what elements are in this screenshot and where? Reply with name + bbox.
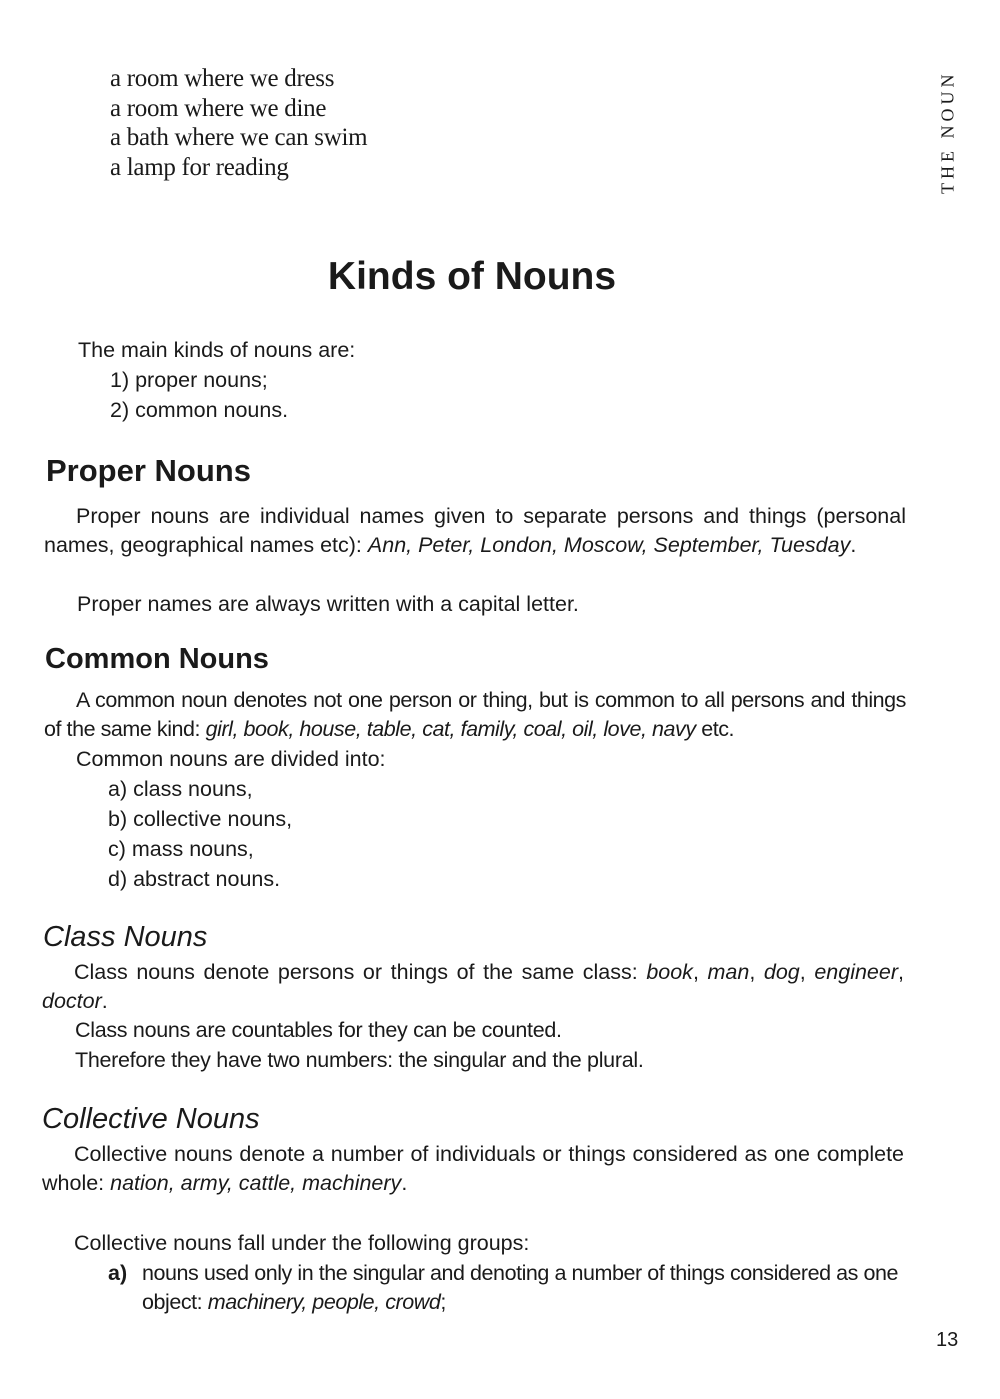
example-line: a lamp for reading [110, 154, 289, 182]
group-a-marker: a) [108, 1261, 128, 1285]
common-para-1: A common noun denotes not one person or thing, but is common to all persons and things of the same kind: girl, book, house, table, cat, family, coal, oil, love, navy etc. [44, 688, 906, 742]
proper-para-2: Proper names are always written with a capital letter. [77, 592, 579, 616]
common-item: b) collective nouns, [108, 807, 293, 831]
example-line: a room where we dress [110, 65, 335, 92]
collective-para-1: Collective nouns denote a number of individuals or things considered as one complete whole: nation, army, cattle, machinery. [42, 1142, 904, 1196]
example-line: a room where we dine [110, 94, 327, 122]
common-examples: girl, book, house, table, cat, family, coal, oil, love, navy [205, 717, 696, 742]
collective-nouns-heading: Collective Nouns [42, 1103, 260, 1135]
class-para-2: Class nouns are countables for they can be counted. [75, 1018, 562, 1042]
common-divided: Common nouns are divided into: [76, 747, 386, 771]
group-a-examples: machinery, people, crowd [207, 1290, 441, 1315]
common-nouns-heading: Common Nouns [45, 643, 269, 675]
proper-para-1: Proper nouns are individual names given to separate persons and things (personal names, geographical names etc): Ann, Peter, London, Moscow, September, Tuesday. [44, 504, 906, 558]
page-number: 13 [936, 1329, 959, 1351]
class-para-1: Class nouns denote persons or things of the same class: book, man, dog, engineer, doctor. [42, 960, 904, 1014]
common-item: d) abstract nouns. [108, 867, 281, 891]
collective-examples: nation, army, cattle, machinery [110, 1171, 402, 1196]
group-a-text: nouns used only in the singular and denoting a number of things considered as one object: machinery, people, crowd; [142, 1261, 899, 1315]
class-para-3: Therefore they have two numbers: the singular and the plural. [75, 1048, 644, 1072]
kinds-item: 1) proper nouns; [110, 368, 268, 392]
common-item: c) mass nouns, [108, 837, 254, 861]
kinds-item: 2) common nouns. [110, 398, 289, 422]
kinds-intro: The main kinds of nouns are: [78, 338, 356, 362]
intro-examples [110, 64, 367, 183]
proper-examples: Ann, Peter, London, Moscow, September, Tuesday [367, 533, 851, 558]
class-nouns-heading: Class Nouns [43, 921, 208, 953]
running-head: THE NOUN [937, 70, 958, 194]
page-title: Kinds of Nouns [327, 255, 617, 298]
common-item: a) class nouns, [108, 777, 253, 801]
example-line: a bath where we can swim [110, 124, 368, 152]
collective-groups-intro: Collective nouns fall under the following groups: [74, 1231, 530, 1255]
proper-nouns-heading: Proper Nouns [46, 453, 251, 488]
